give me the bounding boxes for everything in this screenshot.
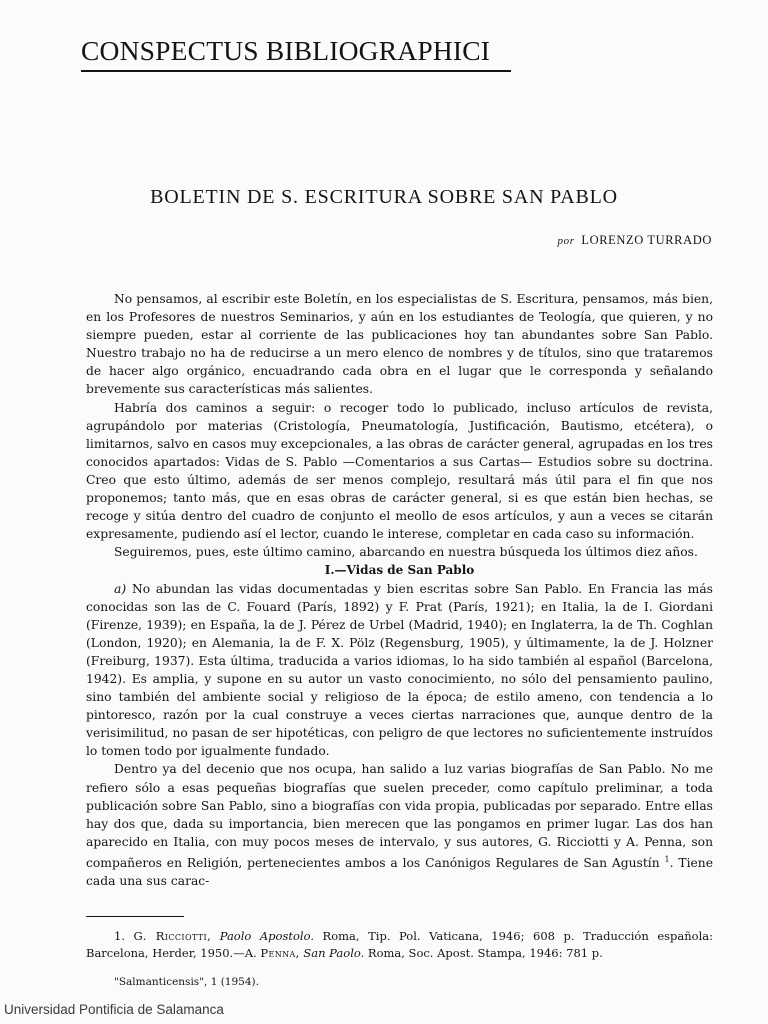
article-title: BOLETIN DE S. ESCRITURA SOBRE SAN PABLO: [150, 186, 618, 208]
section-heading: I.—Vidas de San Pablo: [324, 563, 475, 578]
journal-reference: "Salmanticensis", 1 (1954).: [114, 976, 259, 988]
paragraph-text: Dentro ya del decenio que nos ocupa, han salido a luz varias biografías de San Pablo. No me refiero sólo a esas pequeñas biografías que suelen preceder, como capítulo preliminar, a toda publicación sobre San Pablo, sino a biografías con vida propia, publicadas por separado. Entre ellas hay dos que, dada su importancia, bien merecen que las pongamos en primer lugar. Las dos han aparecido en Italia, con muy pocos meses de intervalo, y sus autores, G. Ricciotti y A. Penna, son compañeros en Religión, pertenecientes ambos a los Canónigos Regulares de San Agustín: [86, 762, 713, 870]
author-name: LORENZO TURRADO: [581, 233, 712, 247]
journal-section-header: CONSPECTUS BIBLIOGRAPHICI: [81, 36, 511, 72]
footnote-rule: [86, 916, 184, 917]
paragraph: [86, 580, 713, 761]
paragraph: Seguiremos, pues, este último camino, abarcando en nuestra búsqueda los últimos diez años.: [114, 545, 698, 560]
footnote-reference: 1: [664, 854, 670, 864]
paragraph: No pensamos, al escribir este Boletín, en los especialistas de S. Escritura, pensamos, más bien, en los Profesores de nuestros Seminarios, y aún en los estudiantes de Teología, que quieren, y no siempre pueden, estar al corriente de las publicaciones hoy tan abundantes sobre San Pablo. Nuestro trabajo no ha de reducirse a un mero elenco de nombres y de títulos, sino que trataremos de hacer algo orgánico, encuadrando cada obra en el lugar que le corresponda y señalando brevemente sus características más salientes.: [86, 292, 713, 397]
article-body: [86, 290, 713, 890]
footnote-author: Penna,: [260, 945, 300, 960]
paragraph-text-end: . Tiene cada una sus carac-: [86, 856, 713, 889]
paragraph-marker: a): [114, 581, 127, 596]
paragraph: [86, 760, 713, 890]
author-line: [558, 233, 712, 248]
footnote-text: Roma, Tip. Pol. Vaticana, 1946; 608 p. Traducción española: Barcelona, Herder, 1950.—A.: [86, 929, 713, 960]
footnote: [86, 928, 713, 961]
author-prefix: por: [557, 235, 575, 247]
footnote-author: G. Ricciotti,: [133, 929, 212, 943]
institution-watermark: Universidad Pontificia de Salamanca: [4, 1002, 224, 1017]
footnote-title: Paolo Apostolo.: [219, 929, 314, 943]
footnote-text: Roma, Soc. Apost. Stampa, 1946: 781 p.: [367, 945, 603, 960]
footnote-title: San Paolo.: [303, 945, 365, 960]
footnote-number: 1.: [114, 929, 125, 943]
paragraph: Habría dos caminos a seguir: o recoger todo lo publicado, incluso artículos de revista, agrupándolo por materias (Cristología, Pneumatología, Justificación, Bautismo, etcétera), o limitarnos, salvo en casos muy excepcionales, a las obras de carácter general, agrupadas en los tres conocidos apartados: Vidas de S. Pablo —Comentarios a sus Cartas— Estudios sobre su doctrina. Creo que esto último, además de ser menos complejo, resultará más útil para el fin que nos proponemos; tanto más, que en esas obras de carácter general, si es que están bien hechas, se recoge y sitúa dentro del cuadro de conjunto el meollo de esos artículos, y aun a veces se citarán expresamente, pudiendo así el lector, cuando le interese, completar en cada caso su información.: [86, 400, 713, 542]
paragraph-text: No abundan las vidas documentadas y bien escritas sobre San Pablo. En Francia las más conocidas son las de C. Fouard (París, 1892) y F. Prat (París, 1921); en Italia, la de I. Giordani (Firenze, 1939); en España, la de J. Pérez de Urbel (Madrid, 1940); en Inglaterra, la de Th. Coghlan (London, 1920); en Alemania, la de F. X. Pölz (Regensburg, 1905), y últimamente, la de J. Holzner (Freiburg, 1937). Esta última, traducida a varios idiomas, lo ha sido también al español (Barcelona, 1942). Es amplia, y supone en su autor un vasto conocimiento, no sólo del pensamiento paulino, sino también del ambiente social y religioso de la época; de estilo ameno, con tendencia a lo pintoresco, razón por la cual construye a veces ciertas narraciones que, aunque dentro de la verisimilitud, no pasan de ser hipotéticas, con peligro de que lectores no suficientemente instruídos lo tomen todo por igualmente fundado.: [86, 581, 713, 759]
